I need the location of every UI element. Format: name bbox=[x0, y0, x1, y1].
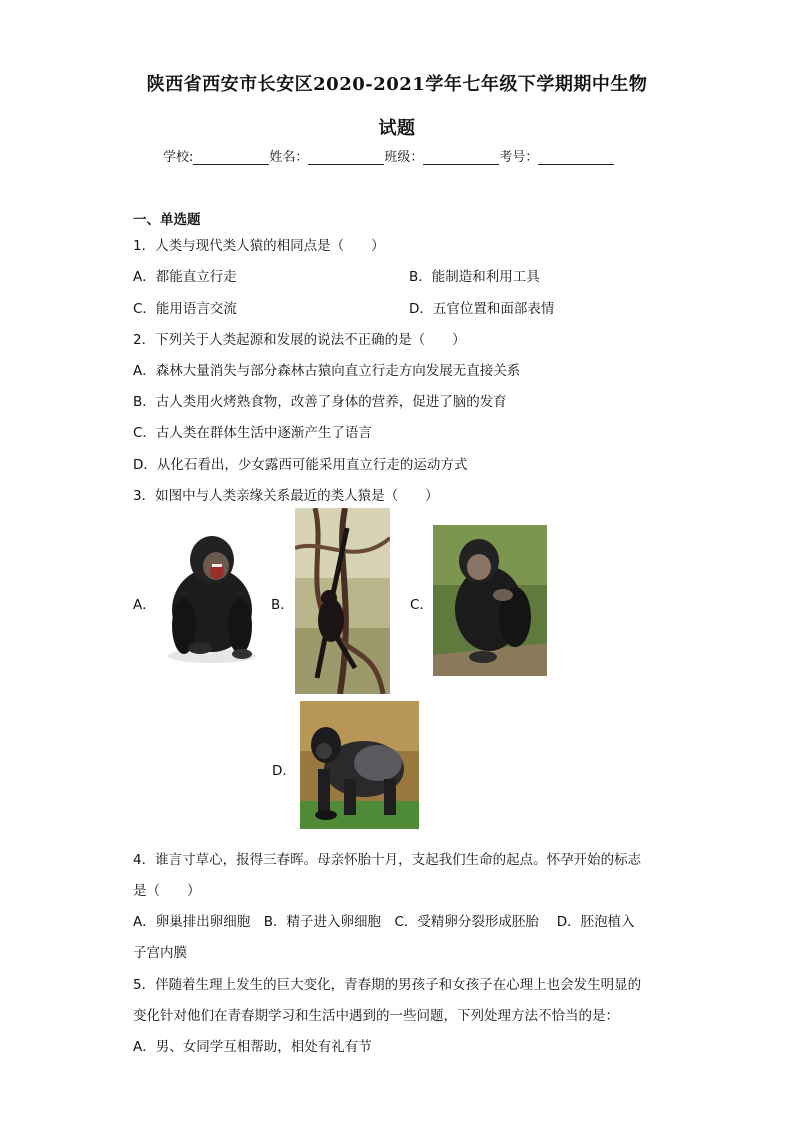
q3-option-b-label: B． bbox=[271, 597, 294, 613]
q2-option-d: D．从化石看出，少女露西可能采用直立行走的运动方式 bbox=[133, 457, 468, 473]
q1-option-d: D．五官位置和面部表情 bbox=[409, 301, 555, 317]
exam-no-blank bbox=[538, 151, 614, 165]
student-info-row bbox=[163, 146, 614, 165]
section-heading: 一、单选题 bbox=[133, 212, 201, 228]
q2-option-b: B．古人类用火烤熟食物，改善了身体的营养，促进了脑的发育 bbox=[133, 394, 507, 410]
q3-stem: 3．如图中与人类亲缘关系最近的类人猿是（ ） bbox=[133, 488, 439, 504]
gibbon-hanging-image bbox=[295, 508, 390, 694]
school-blank bbox=[193, 151, 269, 165]
q4-stem-line2: 是（ ） bbox=[133, 883, 201, 899]
class-label: 班级： bbox=[384, 150, 424, 165]
chimpanzee-sitting-image bbox=[433, 525, 547, 676]
q1-stem: 1．人类与现代类人猿的相同点是（ ） bbox=[133, 238, 385, 254]
q3-option-d-label: D． bbox=[272, 763, 296, 779]
q1-option-c: C．能用语言交流 bbox=[133, 301, 237, 317]
q5-option-a: A．男、女同学互相帮助，相处有礼有节 bbox=[133, 1039, 372, 1055]
school-label: 学校: bbox=[163, 150, 194, 165]
q4-options-line2: 子宫内膜 bbox=[133, 945, 187, 961]
q5-stem-line2: 变化针对他们在青春期学习和生活中遇到的一些问题，下列处理方法不恰当的是： bbox=[133, 1008, 619, 1024]
name-blank bbox=[308, 151, 384, 165]
q2-option-a: A．森林大量消失与部分森林古猿向直立行走方向发展无直接关系 bbox=[133, 363, 521, 379]
q1-option-b: B．能制造和利用工具 bbox=[409, 269, 540, 285]
q3-option-c-label: C． bbox=[410, 597, 433, 613]
q5-stem-line1: 5．伴随着生理上发生的巨大变化，青春期的男孩子和女孩子在心理上也会发生明显的 bbox=[133, 977, 642, 993]
q4-stem-line1: 4．谁言寸草心，报得三春晖。母亲怀胎十月，支起我们生命的起点。怀孕开始的标志 bbox=[133, 852, 642, 868]
exam-no-label: 考号： bbox=[499, 150, 539, 165]
name-label: 姓名： bbox=[269, 150, 309, 165]
exam-title-line1: 陕西省西安市长安区2020-2021学年七年级下学期期中生物 bbox=[146, 74, 648, 95]
chimpanzee-screaming-image bbox=[160, 530, 264, 666]
gorilla-standing-image bbox=[300, 701, 419, 829]
exam-title-line2: 试题 bbox=[378, 118, 416, 139]
q2-stem: 2．下列关于人类起源和发展的说法不正确的是（ ） bbox=[133, 332, 466, 348]
q3-option-a-label: A． bbox=[133, 597, 156, 613]
q1-option-a: A．都能直立行走 bbox=[133, 269, 237, 285]
class-blank bbox=[423, 151, 499, 165]
q4-options-line1: A．卵巢排出卵细胞 B．精子进入卵细胞 C．受精卵分裂形成胚胎 D．胚泡植入 bbox=[133, 914, 635, 930]
q2-option-c: C．古人类在群体生活中逐渐产生了语言 bbox=[133, 425, 372, 441]
